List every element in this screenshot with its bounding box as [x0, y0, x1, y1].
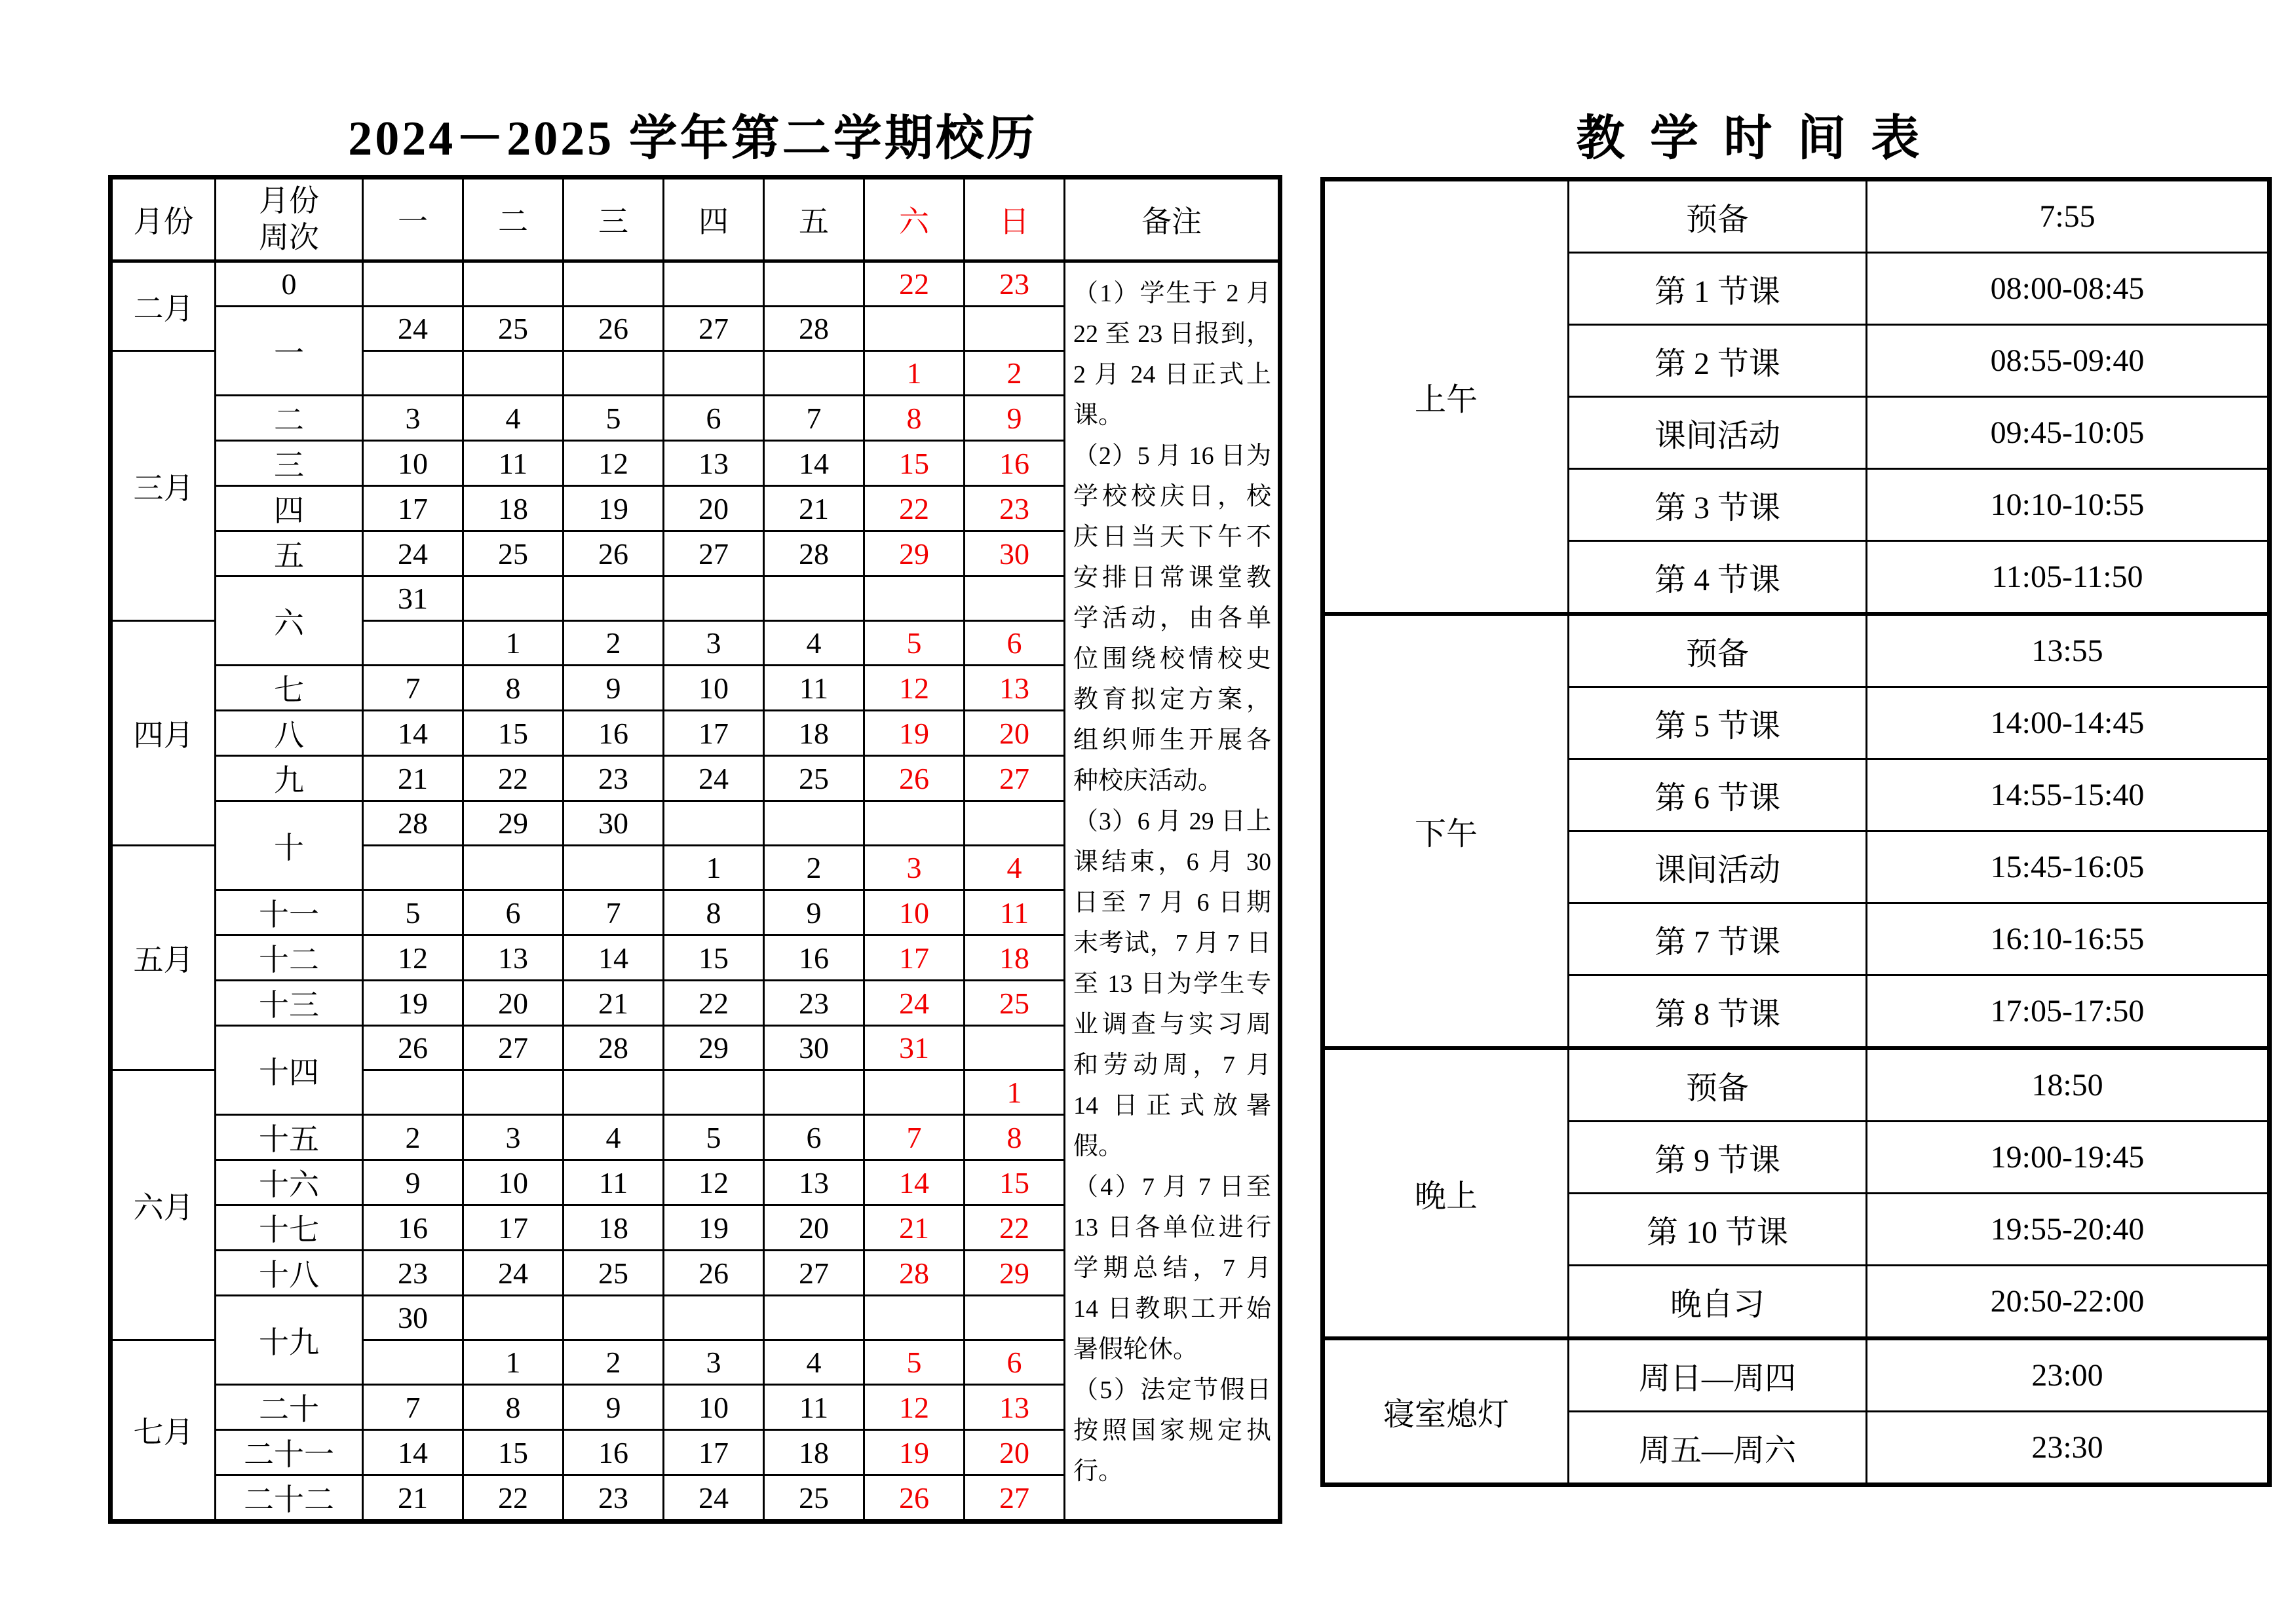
day-cell: 22 — [864, 261, 965, 307]
day-cell — [864, 801, 965, 846]
day-cell: 19 — [864, 711, 965, 756]
month-week-corner-header — [216, 178, 363, 261]
day-cell: 1 — [463, 621, 564, 666]
week-cell: 八 — [216, 711, 363, 756]
day-cell: 9 — [965, 396, 1065, 441]
day-cell: 20 — [965, 711, 1065, 756]
day-cell: 14 — [864, 1160, 965, 1205]
day-cell: 18 — [764, 711, 864, 756]
day-cell: 8 — [965, 1115, 1065, 1160]
day-cell: 15 — [864, 441, 965, 486]
schedule-time-cell: 10:10-10:55 — [1867, 469, 2270, 541]
day-cell: 14 — [764, 441, 864, 486]
schedule-item-cell: 第 9 节课 — [1569, 1122, 1867, 1194]
day-cell: 24 — [664, 1475, 764, 1522]
day-header-tue: 二 — [463, 178, 564, 261]
day-cell: 5 — [664, 1115, 764, 1160]
day-cell: 3 — [463, 1115, 564, 1160]
schedule-time-cell: 13:55 — [1867, 614, 2270, 687]
day-cell: 2 — [363, 1115, 463, 1160]
schedule-item-cell: 第 2 节课 — [1569, 325, 1867, 397]
day-cell: 3 — [664, 1340, 764, 1385]
month-cell: 三月 — [111, 351, 216, 621]
semester-calendar-table — [108, 175, 1282, 1524]
week-cell: 十八 — [216, 1251, 363, 1296]
day-cell: 17 — [664, 711, 764, 756]
day-cell: 1 — [965, 1070, 1065, 1115]
day-cell: 21 — [564, 981, 664, 1026]
day-cell — [463, 1296, 564, 1340]
day-cell — [363, 846, 463, 890]
schedule-time-cell: 14:00-14:45 — [1867, 687, 2270, 759]
day-cell — [764, 261, 864, 307]
day-cell: 10 — [463, 1160, 564, 1205]
day-cell: 20 — [664, 486, 764, 531]
day-cell — [965, 576, 1065, 621]
day-cell — [564, 1296, 664, 1340]
day-cell: 14 — [363, 1430, 463, 1475]
day-header-wed: 三 — [564, 178, 664, 261]
week-cell: 十 — [216, 801, 363, 890]
day-cell — [764, 576, 864, 621]
day-cell: 27 — [664, 531, 764, 576]
day-cell: 24 — [864, 981, 965, 1026]
day-cell: 22 — [463, 1475, 564, 1522]
day-cell: 18 — [965, 935, 1065, 981]
day-cell: 26 — [564, 307, 664, 351]
day-cell: 23 — [965, 261, 1065, 307]
day-cell: 19 — [864, 1430, 965, 1475]
day-cell: 15 — [965, 1160, 1065, 1205]
teaching-schedule-table — [1320, 177, 2272, 1487]
schedule-item-cell: 课间活动 — [1569, 831, 1867, 903]
day-cell: 16 — [965, 441, 1065, 486]
day-cell: 26 — [664, 1251, 764, 1296]
schedule-time-cell: 15:45-16:05 — [1867, 831, 2270, 903]
week-cell: 十六 — [216, 1160, 363, 1205]
day-cell: 12 — [363, 935, 463, 981]
week-cell: 三 — [216, 441, 363, 486]
day-cell: 15 — [463, 711, 564, 756]
day-cell — [764, 1296, 864, 1340]
day-cell — [664, 351, 764, 396]
schedule-time-cell: 7:55 — [1867, 179, 2270, 253]
day-cell: 8 — [463, 666, 564, 711]
day-cell — [864, 1296, 965, 1340]
day-cell: 2 — [564, 1340, 664, 1385]
day-cell: 10 — [864, 890, 965, 935]
day-cell: 16 — [363, 1205, 463, 1251]
schedule-item-cell: 第 10 节课 — [1569, 1194, 1867, 1266]
day-cell — [664, 1296, 764, 1340]
day-cell: 15 — [664, 935, 764, 981]
remark-item: （1）学生于 2 月 22 至 23 日报到，2 月 24 日正式上课。 — [1073, 280, 1271, 429]
day-cell: 13 — [664, 441, 764, 486]
day-cell: 17 — [463, 1205, 564, 1251]
day-cell: 12 — [864, 1385, 965, 1430]
month-cell: 二月 — [111, 261, 216, 351]
section-label-morning: 上午 — [1323, 179, 1569, 614]
day-cell: 8 — [864, 396, 965, 441]
day-header-fri: 五 — [764, 178, 864, 261]
day-cell: 6 — [463, 890, 564, 935]
day-cell: 30 — [564, 801, 664, 846]
day-cell: 26 — [864, 1475, 965, 1522]
day-cell: 7 — [363, 666, 463, 711]
day-cell — [564, 1070, 664, 1115]
day-cell — [564, 351, 664, 396]
day-cell: 30 — [965, 531, 1065, 576]
day-cell: 6 — [965, 621, 1065, 666]
schedule-time-cell: 08:00-08:45 — [1867, 253, 2270, 325]
day-cell: 13 — [764, 1160, 864, 1205]
week-cell: 十一 — [216, 890, 363, 935]
day-cell: 24 — [363, 307, 463, 351]
day-cell: 8 — [463, 1385, 564, 1430]
remark-item: （2）5 月 16 日为学校校庆日，校庆日当天下午不安排日常课堂教学活动，由各单位围绕校情校史教育拟定方案，组织师生开展各种校庆活动。 — [1073, 442, 1271, 795]
schedule-time-cell: 23:30 — [1867, 1412, 2270, 1485]
day-cell: 4 — [764, 621, 864, 666]
day-cell: 26 — [564, 531, 664, 576]
day-cell: 12 — [664, 1160, 764, 1205]
week-cell: 五 — [216, 531, 363, 576]
day-cell: 12 — [564, 441, 664, 486]
schedule-time-cell: 17:05-17:50 — [1867, 975, 2270, 1049]
day-cell: 25 — [463, 531, 564, 576]
week-cell: 四 — [216, 486, 363, 531]
day-cell: 6 — [764, 1115, 864, 1160]
day-cell: 21 — [864, 1205, 965, 1251]
day-cell: 29 — [463, 801, 564, 846]
day-cell: 28 — [564, 1026, 664, 1070]
day-cell: 23 — [564, 756, 664, 801]
day-cell: 20 — [965, 1430, 1065, 1475]
day-cell: 29 — [965, 1251, 1065, 1296]
schedule-item-cell: 晚自习 — [1569, 1266, 1867, 1339]
day-cell — [764, 801, 864, 846]
day-cell: 15 — [463, 1430, 564, 1475]
day-header-sun: 日 — [965, 178, 1065, 261]
schedule-time-cell: 18:50 — [1867, 1048, 2270, 1122]
day-cell: 22 — [864, 486, 965, 531]
day-cell: 9 — [564, 1385, 664, 1430]
day-cell: 10 — [664, 666, 764, 711]
day-cell — [463, 576, 564, 621]
corner-month-label: 月份 — [259, 184, 319, 217]
calendar-title: 2024－2025 学年第二学期校历 — [348, 112, 1038, 166]
day-cell — [864, 307, 965, 351]
day-cell: 7 — [764, 396, 864, 441]
day-cell — [363, 351, 463, 396]
schedule-time-cell: 11:05-11:50 — [1867, 541, 2270, 614]
day-cell: 4 — [965, 846, 1065, 890]
day-cell: 17 — [864, 935, 965, 981]
day-cell: 17 — [363, 486, 463, 531]
week-cell: 0 — [216, 261, 363, 307]
day-cell: 22 — [965, 1205, 1065, 1251]
day-cell: 1 — [463, 1340, 564, 1385]
day-cell: 18 — [463, 486, 564, 531]
schedule-item-cell: 第 3 节课 — [1569, 469, 1867, 541]
week-cell: 十九 — [216, 1296, 363, 1385]
day-cell: 14 — [564, 935, 664, 981]
day-cell: 18 — [764, 1430, 864, 1475]
day-cell: 25 — [764, 1475, 864, 1522]
remarks-header: 备注 — [1065, 178, 1280, 261]
day-cell: 13 — [965, 1385, 1065, 1430]
day-cell: 2 — [764, 846, 864, 890]
schedule-item-cell: 第 4 节课 — [1569, 541, 1867, 614]
section-label-evening: 晚上 — [1323, 1048, 1569, 1338]
week-cell: 十三 — [216, 981, 363, 1026]
month-header: 月份 — [111, 178, 216, 261]
day-cell — [564, 846, 664, 890]
day-cell: 9 — [564, 666, 664, 711]
day-cell: 19 — [664, 1205, 764, 1251]
day-cell: 12 — [864, 666, 965, 711]
day-cell: 25 — [965, 981, 1065, 1026]
section-label-afternoon: 下午 — [1323, 614, 1569, 1048]
day-cell: 23 — [764, 981, 864, 1026]
month-cell: 五月 — [111, 846, 216, 1070]
day-cell: 16 — [564, 1430, 664, 1475]
schedule-title: 教 学 时 间 表 — [1576, 112, 1926, 166]
day-cell — [965, 1026, 1065, 1070]
day-cell: 21 — [363, 1475, 463, 1522]
day-cell: 28 — [764, 531, 864, 576]
day-cell: 23 — [965, 486, 1065, 531]
day-cell: 5 — [564, 396, 664, 441]
day-cell: 3 — [864, 846, 965, 890]
remark-item: （4）7 月 7 日至 13 日各单位进行学期总结，7 月 14 日教职工开始暑假轮休。 — [1073, 1173, 1271, 1363]
day-cell: 27 — [965, 756, 1065, 801]
day-header-mon: 一 — [363, 178, 463, 261]
remark-item: （3）6 月 29 日上课结束，6 月 30 日至 7 月 6 日期末考试，7 月 7 日至 13 日为学生专业调查与实习周和劳动周，7 月 14 日正式放暑假。 — [1073, 808, 1271, 1160]
day-cell: 24 — [664, 756, 764, 801]
day-cell: 20 — [463, 981, 564, 1026]
day-cell: 11 — [564, 1160, 664, 1205]
schedule-item-cell: 周日—周四 — [1569, 1338, 1867, 1412]
day-cell: 27 — [764, 1251, 864, 1296]
day-cell: 13 — [463, 935, 564, 981]
day-cell: 25 — [463, 307, 564, 351]
week-cell: 一 — [216, 307, 363, 396]
day-cell: 21 — [764, 486, 864, 531]
day-cell: 14 — [363, 711, 463, 756]
day-cell — [564, 261, 664, 307]
schedule-time-cell: 08:55-09:40 — [1867, 325, 2270, 397]
week-cell: 七 — [216, 666, 363, 711]
day-cell — [363, 621, 463, 666]
day-cell — [564, 576, 664, 621]
day-cell: 11 — [764, 1385, 864, 1430]
day-cell: 23 — [363, 1251, 463, 1296]
day-cell: 9 — [764, 890, 864, 935]
day-cell: 23 — [564, 1475, 664, 1522]
day-cell: 1 — [864, 351, 965, 396]
day-cell: 19 — [564, 486, 664, 531]
schedule-item-cell: 第 1 节课 — [1569, 253, 1867, 325]
day-cell: 22 — [463, 756, 564, 801]
week-cell: 十七 — [216, 1205, 363, 1251]
day-cell — [764, 1070, 864, 1115]
day-cell: 5 — [363, 890, 463, 935]
schedule-item-cell: 预备 — [1569, 179, 1867, 253]
day-cell: 11 — [463, 441, 564, 486]
day-cell: 4 — [764, 1340, 864, 1385]
week-cell: 六 — [216, 576, 363, 666]
day-cell — [363, 1070, 463, 1115]
month-cell: 六月 — [111, 1070, 216, 1340]
week-cell: 九 — [216, 756, 363, 801]
day-cell: 21 — [363, 756, 463, 801]
day-cell: 13 — [965, 666, 1065, 711]
schedule-item-cell: 第 8 节课 — [1569, 975, 1867, 1049]
day-cell: 20 — [764, 1205, 864, 1251]
day-cell: 2 — [965, 351, 1065, 396]
day-cell: 3 — [664, 621, 764, 666]
day-cell: 5 — [864, 621, 965, 666]
day-cell: 1 — [664, 846, 764, 890]
remark-item: （5）法定节假日按照国家规定执行。 — [1073, 1376, 1271, 1485]
day-cell: 25 — [764, 756, 864, 801]
schedule-time-cell: 16:10-16:55 — [1867, 903, 2270, 975]
day-cell: 10 — [363, 441, 463, 486]
day-cell: 27 — [664, 307, 764, 351]
day-cell: 30 — [363, 1296, 463, 1340]
schedule-time-cell: 23:00 — [1867, 1338, 2270, 1412]
day-header-sat: 六 — [864, 178, 965, 261]
day-cell: 29 — [864, 531, 965, 576]
day-cell: 7 — [864, 1115, 965, 1160]
day-cell: 25 — [564, 1251, 664, 1296]
day-cell: 4 — [564, 1115, 664, 1160]
corner-week-label: 周次 — [259, 221, 319, 254]
day-cell: 11 — [965, 890, 1065, 935]
day-cell: 7 — [363, 1385, 463, 1430]
schedule-item-cell: 课间活动 — [1569, 397, 1867, 469]
schedule-item-cell: 第 5 节课 — [1569, 687, 1867, 759]
day-cell: 31 — [864, 1026, 965, 1070]
day-cell: 26 — [864, 756, 965, 801]
schedule-item-cell: 预备 — [1569, 1048, 1867, 1122]
day-cell — [664, 801, 764, 846]
day-cell — [463, 261, 564, 307]
day-cell: 27 — [965, 1475, 1065, 1522]
day-cell: 28 — [764, 307, 864, 351]
day-cell: 31 — [363, 576, 463, 621]
week-cell: 十五 — [216, 1115, 363, 1160]
day-cell: 29 — [664, 1026, 764, 1070]
day-cell: 17 — [664, 1430, 764, 1475]
day-cell — [463, 351, 564, 396]
schedule-item-cell: 第 7 节课 — [1569, 903, 1867, 975]
day-cell — [764, 351, 864, 396]
week-cell: 十四 — [216, 1026, 363, 1115]
day-cell: 4 — [463, 396, 564, 441]
day-cell: 30 — [764, 1026, 864, 1070]
day-cell — [664, 1070, 764, 1115]
week-cell: 二 — [216, 396, 363, 441]
day-cell: 11 — [764, 666, 864, 711]
day-cell: 22 — [664, 981, 764, 1026]
month-cell: 七月 — [111, 1340, 216, 1522]
day-cell: 16 — [764, 935, 864, 981]
day-cell — [664, 576, 764, 621]
day-cell — [463, 1070, 564, 1115]
day-cell — [965, 1296, 1065, 1340]
schedule-item-cell: 周五—周六 — [1569, 1412, 1867, 1485]
day-cell: 2 — [564, 621, 664, 666]
week-cell: 二十二 — [216, 1475, 363, 1522]
day-cell: 16 — [564, 711, 664, 756]
day-cell — [664, 261, 764, 307]
day-cell — [965, 307, 1065, 351]
day-header-thu: 四 — [664, 178, 764, 261]
remarks-cell — [1065, 261, 1280, 1522]
day-cell: 24 — [363, 531, 463, 576]
day-cell — [463, 846, 564, 890]
day-cell: 7 — [564, 890, 664, 935]
day-cell: 27 — [463, 1026, 564, 1070]
schedule-time-cell: 14:55-15:40 — [1867, 759, 2270, 831]
schedule-time-cell: 09:45-10:05 — [1867, 397, 2270, 469]
day-cell: 24 — [463, 1251, 564, 1296]
week-cell: 二十 — [216, 1385, 363, 1430]
day-cell: 10 — [664, 1385, 764, 1430]
week-cell: 二十一 — [216, 1430, 363, 1475]
day-cell: 6 — [664, 396, 764, 441]
day-cell: 3 — [363, 396, 463, 441]
day-cell: 5 — [864, 1340, 965, 1385]
day-cell — [363, 261, 463, 307]
day-cell — [864, 576, 965, 621]
day-cell — [965, 801, 1065, 846]
day-cell: 19 — [363, 981, 463, 1026]
day-cell: 8 — [664, 890, 764, 935]
schedule-time-cell: 20:50-22:00 — [1867, 1266, 2270, 1339]
day-cell: 28 — [363, 801, 463, 846]
month-cell: 四月 — [111, 621, 216, 846]
day-cell: 28 — [864, 1251, 965, 1296]
schedule-time-cell: 19:55-20:40 — [1867, 1194, 2270, 1266]
schedule-item-cell: 预备 — [1569, 614, 1867, 687]
week-cell: 十二 — [216, 935, 363, 981]
day-cell: 26 — [363, 1026, 463, 1070]
section-label-lights-out: 寝室熄灯 — [1323, 1338, 1569, 1485]
day-cell — [864, 1070, 965, 1115]
day-cell — [363, 1340, 463, 1385]
schedule-time-cell: 19:00-19:45 — [1867, 1122, 2270, 1194]
day-cell: 18 — [564, 1205, 664, 1251]
day-cell: 6 — [965, 1340, 1065, 1385]
day-cell: 9 — [363, 1160, 463, 1205]
schedule-item-cell: 第 6 节课 — [1569, 759, 1867, 831]
